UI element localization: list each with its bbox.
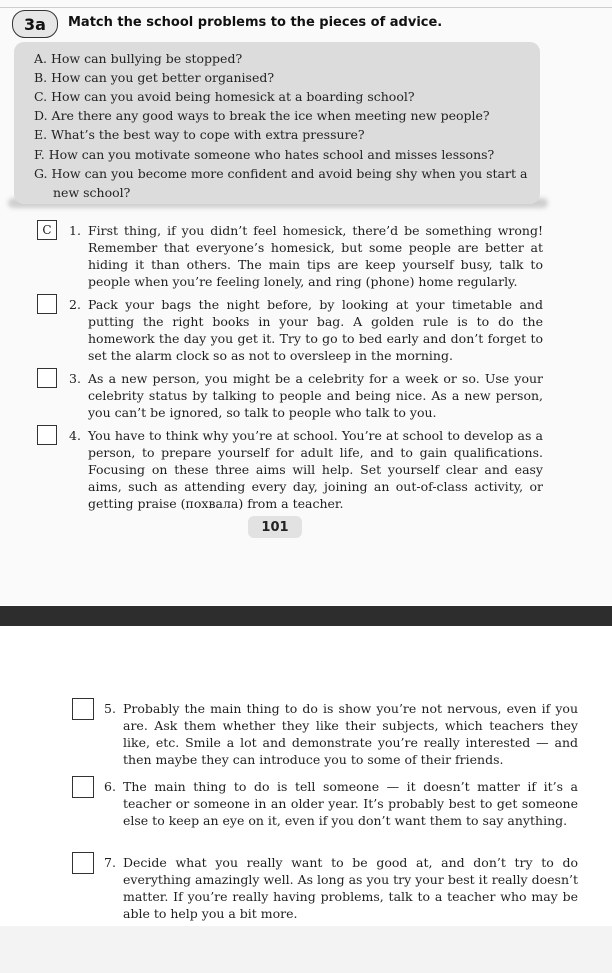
question-a: A. How can bullying be stopped? [34,51,243,66]
advice-item-4: 4. You have to think why you’re at school. You’re at school to develop as a person, to prepare yourself for adult life, and to gain qualifications. Focusing on these three aims will help. Set yourself clear and easy aims, such as attending every day, joining an out-of-class activity, or getting praise (похвала) from a teacher. [69,428,543,511]
textbook-page-102 [0,626,612,926]
exercise-instruction: Match the school problems to the pieces of advice. [68,15,443,30]
answer-box-5[interactable] [72,698,94,720]
answer-box-1[interactable]: C [37,220,57,240]
answer-box-7[interactable] [72,852,94,874]
question-e: E. What’s the best way to cope with extra pressure? [34,127,365,142]
exercise-number-badge: 3a [12,10,58,38]
answer-box-2[interactable] [37,294,57,314]
question-d: D. Are there any good ways to break the ice when meeting new people? [34,108,490,123]
question-c: C. How can you avoid being homesick at a boarding school? [34,89,415,104]
header-rule [0,7,612,8]
answer-box-4[interactable] [37,425,57,445]
question-g: G. How can you become more confident and avoid being shy when you start a new school? [34,166,528,200]
advice-item-1: 1. First thing, if you didn’t feel homesick, there’d be something wrong! Remember that everyone’s homesick, but some people are better at hiding it than others. The main tips are keep yourself busy, talk to people when you’re feeling lonely, and ring (phone) home regularly. [69,223,543,289]
page-bottom-margin [0,926,612,973]
answer-box-6[interactable] [72,776,94,798]
advice-item-2: 2. Pack your bags the night before, by looking at your timetable and putting the right books in your bag. A golden rule is to do the homework the day you get it. Try to go to bed early and don’t forget to set the alarm clock so as not to oversleep in the morning. [69,297,543,363]
advice-item-3: 3. As a new person, you might be a celebrity for a week or so. Use your celebrity status by talking to people and being nice. As a new person, you can’t be ignored, so talk to people who talk to you. [69,371,543,420]
advice-item-5: 5. Probably the main thing to do is show you’re not nervous, even if you are. Ask them whether they like their subjects, which teachers they like, etc. Smile a lot and demonstrate you’re really interested — and then maybe they can introduce you to some of their friends. [104,701,578,767]
advice-item-6: 6. The main thing to do is tell someone — it doesn’t matter if it’s a teacher or someone in an older year. It’s probably best to get someone else to keep an eye on it, even if you don’t want them to say anything. [104,779,578,828]
answer-box-3[interactable] [37,368,57,388]
question-b: B. How can you get better organised? [34,70,275,85]
advice-item-7: 7. Decide what you really want to be good at, and don’t try to do everything amazingly well. As long as you try your best it really doesn’t matter. If you’re really having problems, talk to a teacher who may be able to help you a bit more. [104,855,578,921]
page-number: 101 [248,516,302,538]
page-divider-band [0,606,612,626]
question-f: F. How can you motivate someone who hates school and misses lessons? [34,147,495,162]
